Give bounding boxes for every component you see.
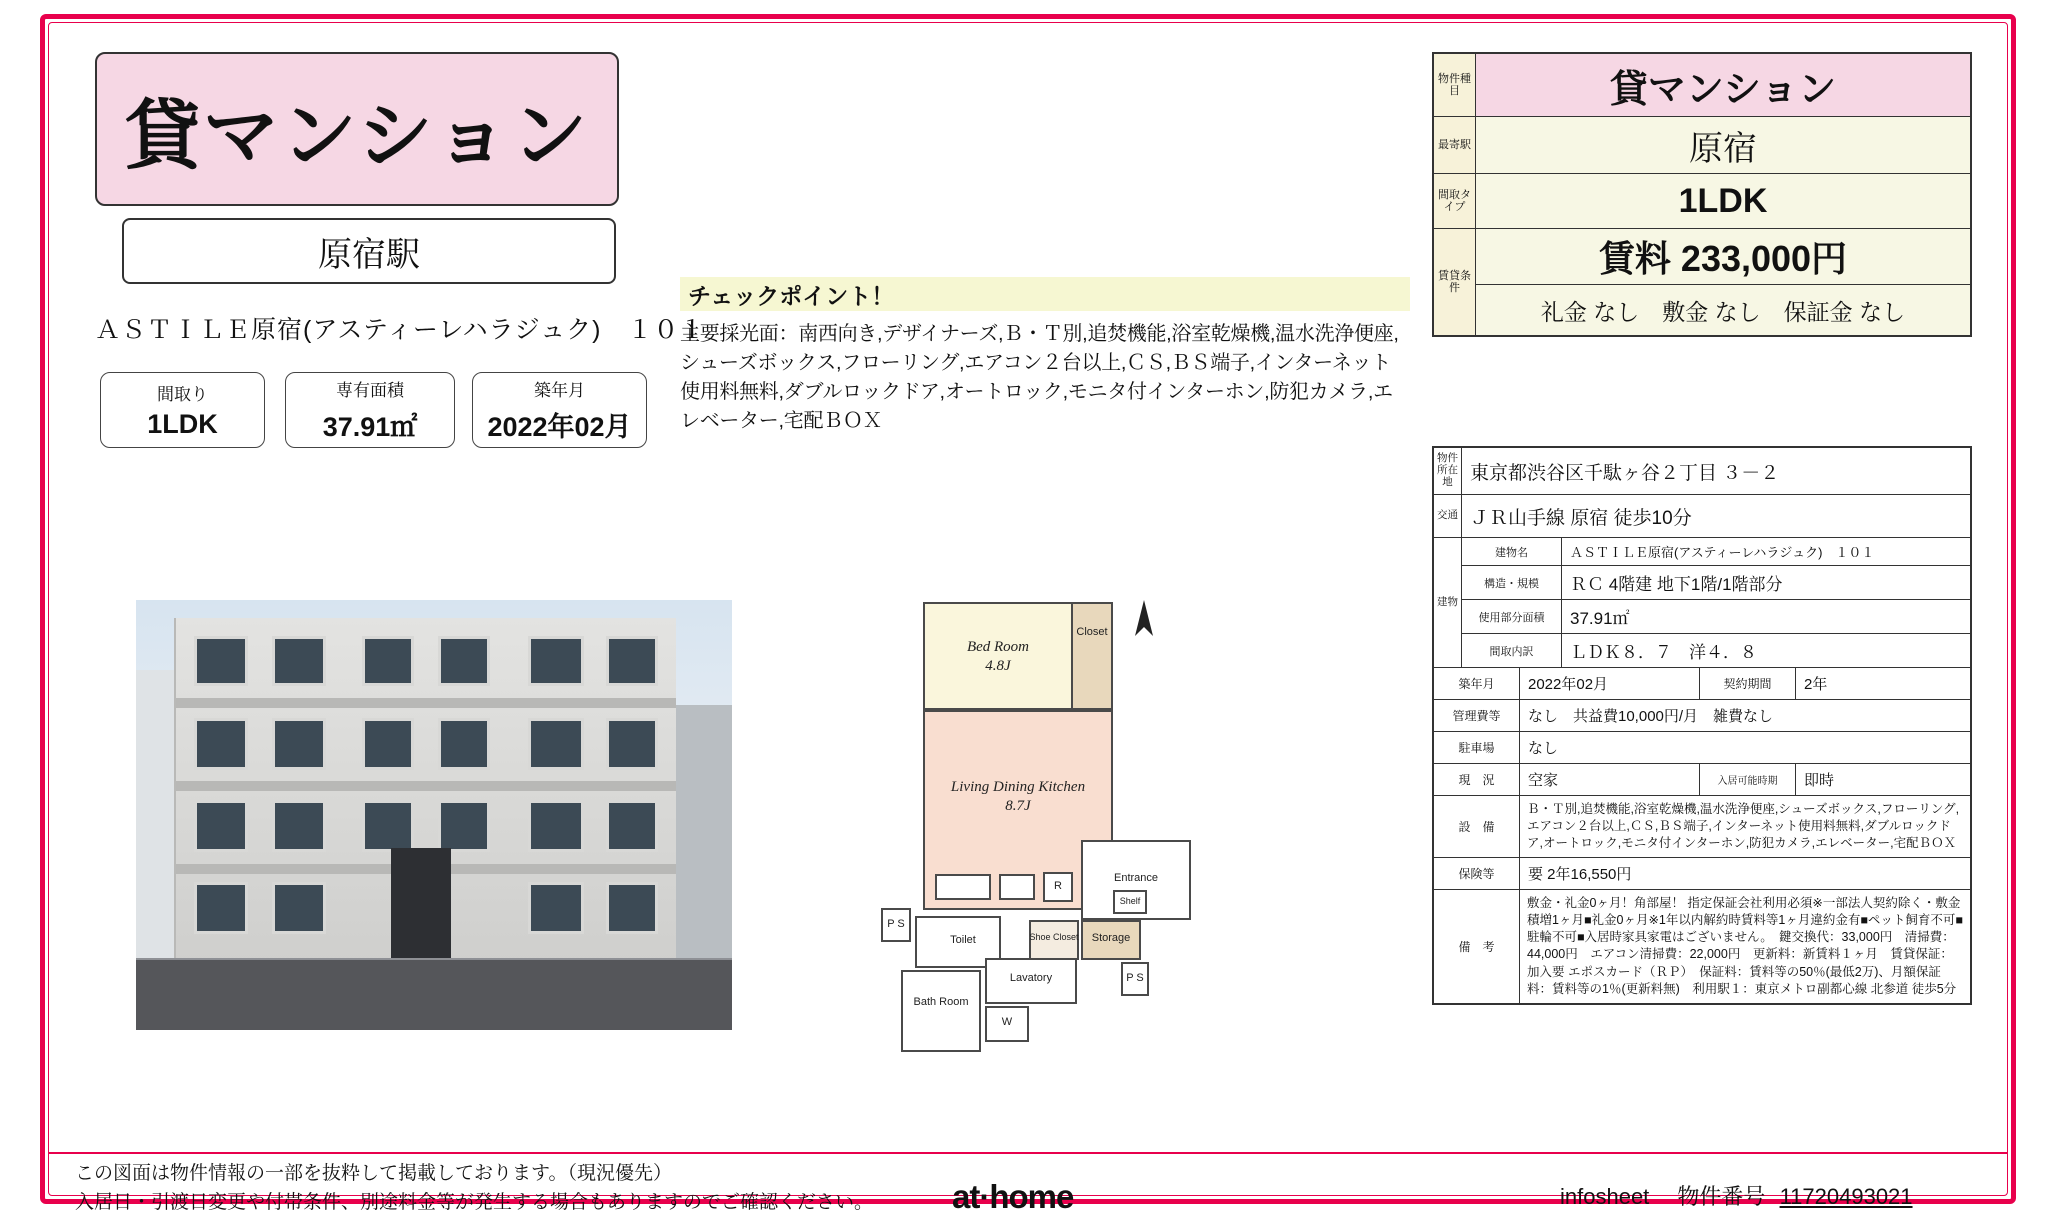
details-built-value: 2022年02月	[1520, 668, 1700, 699]
summary-value-layout: 1LDK	[1476, 174, 1970, 228]
details-row-address	[1434, 448, 1970, 495]
summary-value-type: 貸マンション	[1476, 54, 1970, 116]
fp-closet-label: Closet	[1076, 626, 1108, 638]
details-contract-value: 2年	[1804, 676, 1828, 693]
checkpoint-title: チェックポイント！	[680, 277, 1410, 311]
details-insurance-value: 要 2年16,550円	[1528, 865, 1632, 883]
details-equipment-key: 設 備	[1434, 796, 1520, 857]
details-structure-key: 構造・規模	[1462, 566, 1562, 599]
details-building-name-row	[1462, 538, 1970, 566]
details-table	[1432, 446, 1972, 1005]
details-mgmt-value: なし 共益費10,000円/月 雑費なし	[1528, 708, 1774, 725]
details-status-key: 現 況	[1434, 764, 1520, 795]
fp-kitchen-sink	[999, 874, 1035, 900]
fp-ps-right-label: P S	[1126, 972, 1144, 984]
footer-notes	[75, 1160, 873, 1217]
fp-refrigerator-label: R	[1054, 880, 1062, 892]
chip-area-label: 専有面積	[336, 381, 404, 400]
details-remarks-value: 敷金・礼金0ヶ月！角部屋！ 指定保証会社利用必須※一部法人契約除く・敷金積増1ヶ月■礼金0ヶ月※1年以内解約時賃料等1ヶ月違約金有■ペット飼育不可■駐輪不可■入居時家具家電はございません。 鍵交換代：33,000円 清掃費：44,000円 エアコン清掃費：22,000円 更新料：新賃料１ヶ月 賃貸保証：加入要 エポスカード（ＲＰ） 保証料：賃料等の50％(最低2万)、月額保証料：賃料等の1％(更新料無) 利用駅１：東京メトロ副都心線 北参道 徒歩5分	[1527, 895, 1963, 996]
fp-entrance-label: Entrance	[1113, 872, 1159, 884]
compass-north-icon	[1127, 598, 1161, 638]
details-structure-value: ＲＣ 4階建 地下1階/1階部分	[1570, 575, 1783, 594]
details-movein-value: 即時	[1804, 772, 1835, 789]
fp-toilet-label: Toilet	[950, 934, 976, 946]
summary-value-station: 原宿	[1476, 117, 1970, 173]
details-row-building	[1434, 538, 1970, 668]
details-building-name-key: 建物名	[1462, 538, 1562, 565]
footer-note-line1: この図面は物件情報の一部を抜粋して掲載しております。（現況優先）	[75, 1163, 672, 1184]
details-area-value: 37.91㎡	[1570, 609, 1630, 628]
fp-ps-left-label: P S	[887, 918, 905, 930]
details-head-building: 建物	[1434, 538, 1462, 667]
details-row-insurance	[1434, 858, 1970, 890]
chip-area-value: 37.91㎡	[322, 412, 418, 442]
footer-divider	[48, 1152, 2008, 1154]
summary-head-layout: 間取タイプ	[1434, 174, 1476, 228]
fp-closet	[1071, 602, 1113, 710]
summary-head-type: 物件種目	[1434, 54, 1476, 116]
details-building-subtable	[1462, 538, 1970, 667]
details-value-address: 東京都渋谷区千駄ヶ谷２丁目 ３－２	[1470, 462, 1780, 484]
chip-layout	[100, 372, 265, 448]
details-area-row	[1462, 600, 1970, 634]
details-equipment-value: Ｂ・Ｔ別,追焚機能,浴室乾燥機,温水洗浄便座,シューズボックス,フローリング,エアコン２台以上,ＣＳ,ＢＳ端子,インターネット使用料無料,ダブルロックドア,オートロック,モニタ付インターホン,防犯カメラ,エレベーター,宅配ＢＯＸ	[1527, 802, 1960, 850]
details-row-transport	[1434, 495, 1970, 538]
details-movein-key: 入居可能時期	[1700, 764, 1796, 795]
details-value-transport: ＪＲ山手線 原宿 徒歩10分	[1470, 507, 1692, 529]
property-number-value: 11720493021	[1779, 1184, 1913, 1209]
photo-road	[136, 960, 732, 1030]
chip-built-value: 2022年02月	[487, 412, 632, 442]
floor-plan	[875, 590, 1355, 1050]
property-type-title	[95, 52, 619, 206]
chip-built-label: 築年月	[534, 381, 585, 400]
summary-row-station	[1434, 117, 1970, 174]
chip-layout-label: 間取り	[157, 385, 208, 404]
summary-value-rent: 賃料 233,000円	[1476, 229, 1970, 285]
summary-row-rent	[1434, 229, 1970, 335]
chip-built	[472, 372, 647, 448]
details-head-transport: 交通	[1434, 495, 1462, 537]
summary-value-deposit: 礼金 なし 敷金 なし 保証金 なし	[1476, 285, 1970, 335]
infosheet-label: infosheet	[1560, 1184, 1650, 1209]
details-status-value: 空家	[1520, 764, 1700, 795]
fp-shelf-label: Shelf	[1119, 896, 1141, 906]
details-row-parking	[1434, 732, 1970, 764]
chip-layout-value: 1LDK	[147, 409, 218, 439]
details-row-mgmt	[1434, 700, 1970, 732]
fp-ldk-label: Living Dining Kitchen 8.7J	[950, 779, 1086, 814]
details-row-status	[1434, 764, 1970, 796]
photo-main-building	[174, 618, 676, 963]
details-rooms-key: 間取内訳	[1462, 634, 1562, 667]
details-parking-key: 駐車場	[1434, 732, 1520, 763]
details-row-remarks	[1434, 890, 1970, 1004]
building-name: ＡＳＴＩＬＥ原宿(アスティーレハラジュク) １０１	[95, 316, 706, 344]
footer-infosheet	[1560, 1180, 1913, 1211]
details-structure-row	[1462, 566, 1970, 600]
summary-row-layout	[1434, 174, 1970, 229]
station-box	[122, 218, 616, 284]
details-parking-value: なし	[1528, 740, 1559, 757]
details-rooms-row	[1462, 634, 1970, 667]
property-number-label: 物件番号	[1677, 1184, 1766, 1209]
summary-table	[1432, 52, 1972, 337]
photo-neighbor-right	[674, 705, 732, 975]
details-row-built	[1434, 668, 1970, 700]
fp-washer-label: W	[1001, 1016, 1013, 1028]
summary-head-station: 最寄駅	[1434, 117, 1476, 173]
footer-note-line2: 入居日・引渡日変更や付帯条件、別途料金等が発生する場合もありますのでご確認ください。	[75, 1191, 874, 1213]
summary-row-type	[1434, 54, 1970, 117]
details-contract-key: 契約期間	[1700, 668, 1796, 699]
details-rooms-value: ＬＤＫ８．７ 洋４．８	[1570, 643, 1757, 662]
building-photo	[136, 600, 732, 1030]
fp-lavatory-label: Lavatory	[1009, 972, 1053, 984]
chip-area	[285, 372, 455, 448]
fp-bathroom-label: Bath Room	[913, 996, 969, 1008]
details-head-address: 物件所在地	[1434, 448, 1462, 494]
details-built-key: 築年月	[1434, 668, 1520, 699]
fp-shoe-closet-label: Shoe Closet	[1029, 932, 1079, 942]
details-remarks-key: 備 考	[1434, 890, 1520, 1004]
summary-head-conditions: 賃貸条件	[1434, 229, 1476, 335]
fp-bathroom	[901, 970, 981, 1052]
fp-bedroom-label: Bed Room 4.8J	[966, 639, 1030, 674]
athome-logo: at·home	[952, 1178, 1074, 1215]
details-row-equipment	[1434, 796, 1970, 858]
property-type-title-text: 貸マンション	[124, 93, 590, 179]
checkpoint-body: 主要採光面：南西向き,デザイナーズ,Ｂ・Ｔ別,追焚機能,浴室乾燥機,温水洗浄便座,シューズボックス,フローリング,エアコン２台以上,ＣＳ,ＢＳ端子,インターネット使用料無料,ダブルロックドア,オートロック,モニタ付インターホン,防犯カメラ,エレベーター,宅配ＢＯＸ	[680, 323, 1399, 432]
details-insurance-key: 保険等	[1434, 858, 1520, 889]
details-mgmt-key: 管理費等	[1434, 700, 1520, 731]
fp-kitchen-stove	[935, 874, 991, 900]
station-name: 原宿駅	[318, 235, 420, 274]
fp-storage-label: Storage	[1091, 932, 1131, 944]
details-building-name-value: ＡＳＴＩＬＥ原宿(アスティーレハラジュク) １０１	[1570, 545, 1875, 560]
details-area-key: 使用部分面積	[1462, 600, 1562, 633]
